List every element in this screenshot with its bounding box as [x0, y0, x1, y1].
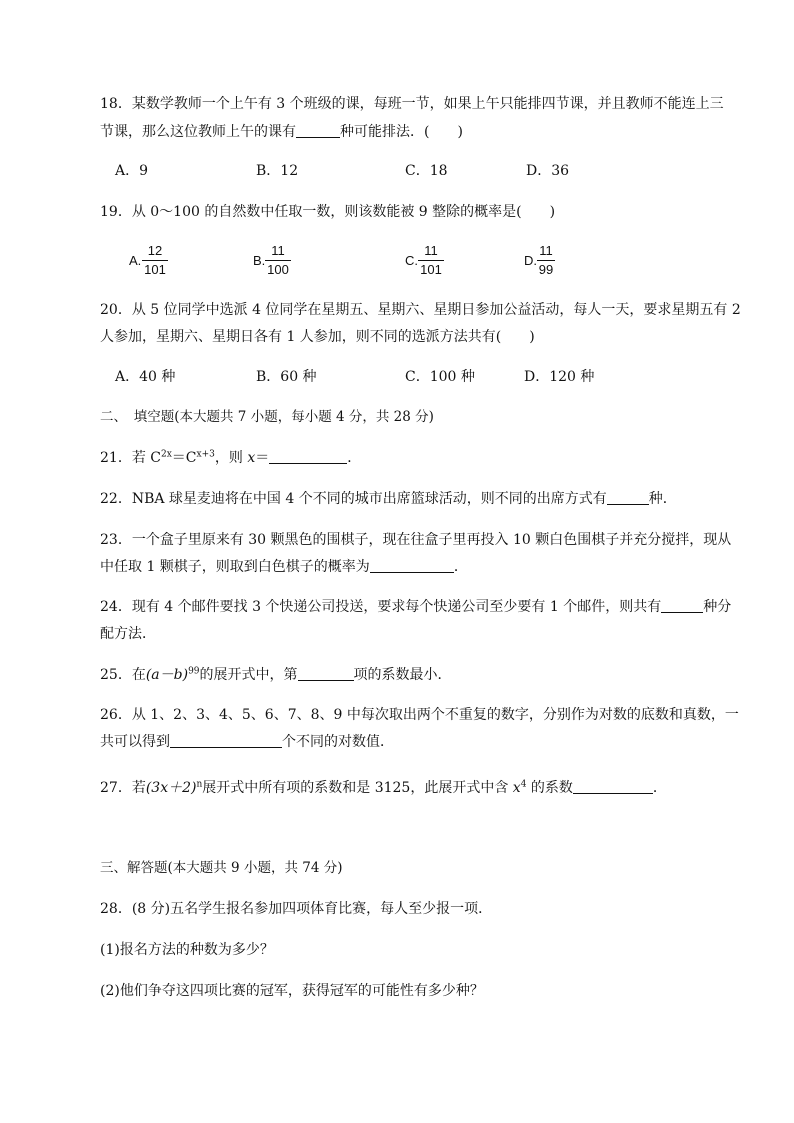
q23-line1: 23．一个盒子里原来有 30 颗黑色的围棋子，现在往盒子里再投入 10 颗白色围棋子并充分搅拌，现从	[100, 532, 732, 548]
q21-eq: ＝	[255, 450, 270, 466]
answer-blank	[170, 733, 282, 748]
q18-option-c: C．18	[405, 163, 448, 179]
option-letter: C.	[405, 253, 418, 268]
q19-text: 19．从 0～100 的自然数中任取一数，则该数能被 9 整除的概率是( )	[100, 204, 556, 220]
answer-blank	[661, 598, 703, 613]
q25-sup: 99	[188, 666, 200, 677]
q27-sup2: 4	[520, 779, 527, 790]
q21-mid: ＝C	[171, 450, 197, 466]
q27-expr: (3x＋2)	[145, 780, 197, 796]
fraction-bar	[418, 260, 444, 261]
q19-option-d	[524, 243, 584, 283]
q26-line2-post: 个不同的对数值．	[282, 734, 394, 750]
q26-line1: 26．从 1、2、3、4、5、6、7、8、9 中每次取出两个不重复的数字，分别作为对数的底数和真数，一	[100, 707, 739, 723]
q26-line2-pre: 共可以得到	[100, 734, 170, 750]
q23-line2	[100, 557, 468, 577]
q24-line1-post: 种分	[703, 599, 732, 615]
q18-line1: 18．某数学教师一个上午有 3 个班级的课，每班一节，如果上午只能排四节课，并且教师不能连上三	[100, 96, 724, 112]
fraction-numerator: 11	[424, 243, 438, 258]
fraction-numerator: 11	[271, 243, 285, 258]
fraction-bar	[142, 260, 168, 261]
option-letter: B.	[253, 253, 266, 268]
q24-line1	[100, 597, 731, 617]
option-letter: A.	[129, 253, 142, 268]
q20-line1: 20．从 5 位同学中选派 4 位同学在星期五、星期六、星期日参加公益活动，每人一天，要求星期五有 2	[100, 302, 741, 318]
q21-var: x	[247, 450, 256, 466]
q20-option-b: B．60 种	[256, 369, 317, 385]
q27	[100, 778, 667, 798]
answer-blank	[296, 123, 340, 138]
q24-line2: 配方法．	[100, 626, 156, 642]
q26-line2	[100, 732, 394, 752]
q27-pre: 27．若	[100, 780, 146, 796]
q25-expr: (a－b)	[145, 667, 189, 683]
fraction-bar	[537, 260, 555, 261]
q21-sup2: x+3	[196, 449, 215, 460]
q18-line2	[100, 122, 463, 142]
option-letter: D.	[524, 253, 537, 268]
answer-blank	[607, 490, 649, 505]
q25-pre: 25．在	[100, 667, 146, 683]
q21-sup1: 2x	[160, 449, 172, 460]
q21-var-intro: ，则	[214, 450, 248, 466]
q22-pre: 22．NBA 球星麦迪将在中国 4 个不同的城市出席篮球活动，则不同的出席方式有	[100, 491, 607, 507]
q21-pre: 21．若 C	[100, 450, 161, 466]
fraction-denominator: 99	[538, 262, 554, 277]
q19-option-b	[253, 243, 313, 283]
q27-post: 的系数	[526, 780, 573, 796]
fraction-numerator: 11	[539, 243, 553, 258]
q23-line2-pre: 中任取 1 颗棋子，则取到白色棋子的概率为	[100, 559, 370, 575]
q18-option-a: A．9	[115, 163, 149, 179]
q25-post: 项的系数最小．	[353, 667, 452, 683]
q18-option-b: B．12	[256, 163, 299, 179]
q21	[100, 448, 361, 468]
section-two-heading: 二、 填空题(本大题共 7 小题，每小题 4 分，共 28 分)	[100, 409, 434, 425]
answer-blank	[269, 449, 347, 464]
q19-option-a	[129, 243, 189, 283]
answer-blank	[370, 558, 454, 573]
q20-option-a: A．40 种	[115, 369, 176, 385]
fraction-denominator: 101	[420, 262, 442, 277]
section-three-heading: 三、解答题(本大题共 9 小题，共 74 分)	[100, 860, 343, 876]
q25	[100, 665, 452, 685]
q27-var: x	[512, 780, 521, 796]
fraction-denominator: 100	[267, 262, 289, 277]
q27-end: ．	[652, 780, 667, 796]
q25-mid: 的展开式中，第	[199, 667, 298, 683]
answer-blank	[573, 779, 653, 794]
q24-line1-pre: 24．现有 4 个邮件要找 3 个快递公司投送，要求每个快递公司至少要有 1 个邮件，则共有	[100, 599, 662, 615]
q28-sub2: (2)他们争夺这四项比赛的冠军，获得冠军的可能性有多少种？	[100, 983, 484, 999]
q18-line2-post: 种可能排法．( )	[340, 124, 463, 140]
q22-post: 种．	[648, 491, 677, 507]
q28-sub1: (1)报名方法的种数为多少？	[100, 942, 274, 958]
q23-line2-post: ．	[453, 559, 468, 575]
fraction-bar	[265, 260, 291, 261]
q20-option-c: C．100 种	[405, 369, 475, 385]
q21-end: ．	[347, 450, 362, 466]
fraction-numerator: 12	[147, 243, 163, 258]
q20-line2: 人参加，星期六、星期日各有 1 人参加，则不同的选派方法共有( )	[100, 329, 535, 345]
q27-sup: n	[196, 779, 203, 790]
q18-option-d: D．36	[526, 163, 570, 179]
q27-mid: 展开式中所有项的系数和是 3125，此展开式中含	[202, 780, 513, 796]
q20-option-d: D．120 种	[524, 369, 595, 385]
q28-line1: 28．(8 分)五名学生报名参加四项体育比赛，每人至少报一项．	[100, 901, 493, 917]
q19-option-c	[405, 243, 465, 283]
q22	[100, 489, 677, 509]
answer-blank	[298, 666, 354, 681]
fraction-denominator: 101	[144, 262, 166, 277]
q18-line2-pre: 节课，那么这位教师上午的课有	[100, 124, 296, 140]
